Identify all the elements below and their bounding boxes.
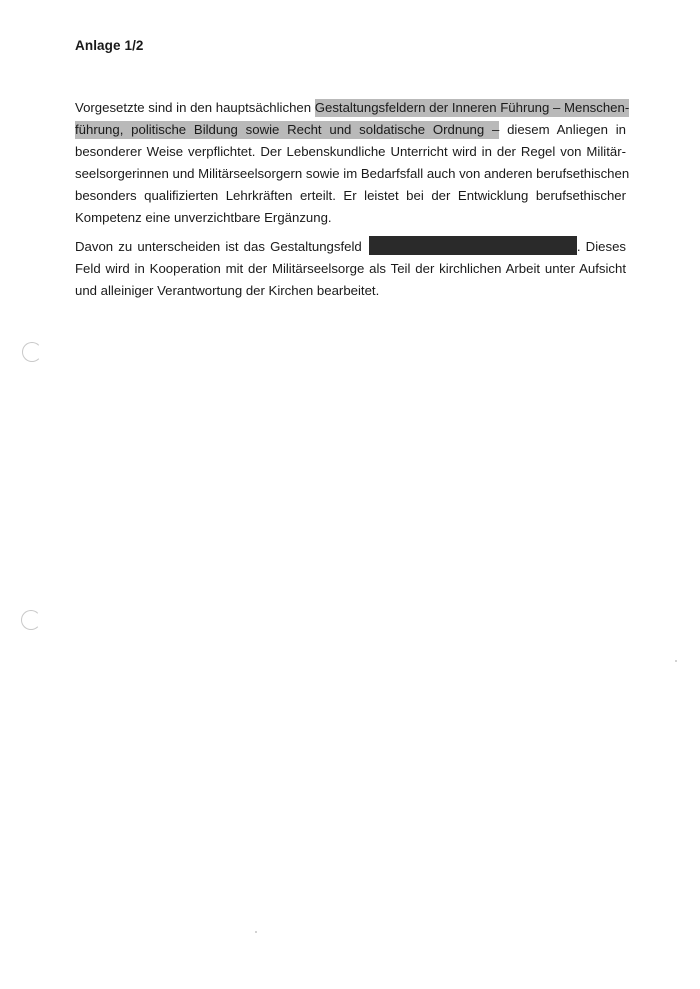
text-line: und alleiniger Verantwortung der Kirchen bearbeitet.: [75, 283, 380, 298]
paragraph-1: [75, 97, 630, 229]
highlighted-text: Gestaltungsfeldern der Inneren Führung – Menschen-: [314, 100, 630, 115]
text-line: Kompetenz eine unverzichtbare Ergänzung.: [75, 210, 332, 225]
text-line: Feld wird in Kooperation mit der Militärseelsorge als Teil der kirchlichen Arbeit unter Aufsicht: [75, 261, 626, 276]
punch-hole-mark: [22, 342, 42, 362]
paragraph-spacer: [75, 229, 626, 236]
paragraph-2: [75, 236, 626, 302]
text-segment: Vorgesetzte sind in den hauptsächlichen: [75, 100, 315, 115]
text-line: besonders qualifizierten Lehrkräften erteilt. Er leistet bei der Entwicklung berufsethischer: [75, 188, 626, 203]
punch-hole-mark: [21, 610, 41, 630]
text-segment: Davon zu unterscheiden ist das Gestaltungsfeld: [75, 239, 367, 254]
page-title: Anlage 1/2: [75, 38, 144, 53]
redaction-bar: [369, 236, 577, 255]
scan-speck: [675, 660, 677, 662]
text-line: seelsorgerinnen und Militärseelsorgern sowie im Bedarfsfall auch von anderen berufsethischen: [75, 166, 630, 181]
text-line: [75, 97, 630, 119]
text-line: besonderer Weise verpflichtet. Der Lebenskundliche Unterricht wird in der Regel von Militär-: [75, 144, 626, 159]
highlighted-text: führung, politische Bildung sowie Recht und soldatische Ordnung –: [75, 122, 500, 137]
text-line: [75, 236, 626, 258]
document-body: [75, 97, 630, 302]
text-segment: . Dieses: [576, 239, 626, 254]
scan-speck: [255, 931, 257, 933]
text-line: [75, 119, 626, 141]
text-segment: diesem Anliegen in: [499, 122, 626, 137]
